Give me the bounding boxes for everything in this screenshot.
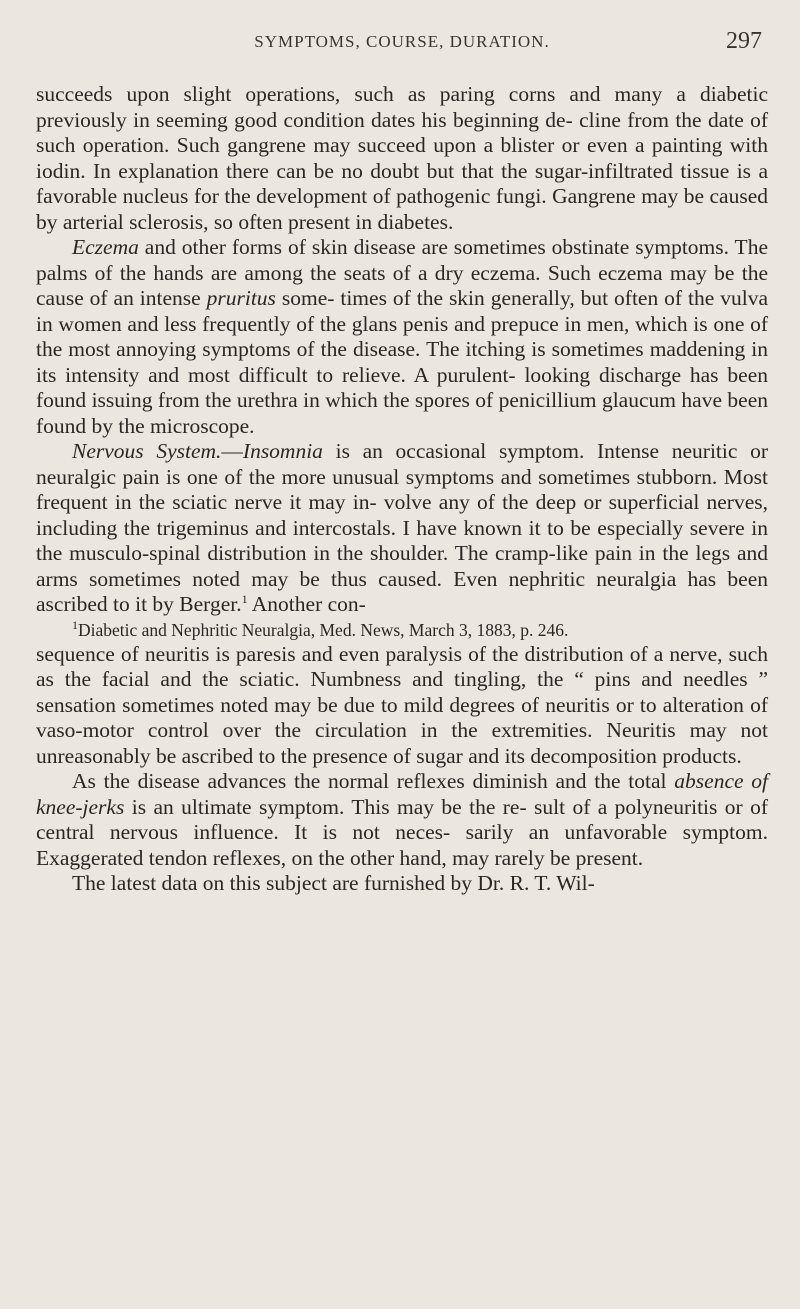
term-pruritus: pruritus bbox=[206, 286, 276, 310]
paragraph-text: Another con- bbox=[247, 592, 366, 616]
paragraph-text: is an ultimate symptom. This may be the re- sult of a polyneuritis or of central nervous influence. It is not neces- sarily an unfavorable symptom. Exaggerated tendon reflexes, on the other hand, may rarely be present. bbox=[36, 794, 768, 870]
running-head bbox=[36, 28, 768, 60]
paragraph-text: The latest data on this subject are furnished by Dr. R. T. Wil- bbox=[72, 871, 595, 895]
paragraph-neuritis-continued bbox=[36, 642, 768, 770]
paragraph-text: is an occasional symptom. Intense neuritic or neuralgic pain is one of the more unusual symptoms and sometimes stubborn. Most frequent in the sciatic nerve it may in- volve any of the deep or superficial nerves, including the trigeminus and intercostals. I have known it to be especially severe in the musculo-spinal distribution in the shoulder. The cramp-like pain in the legs and arms sometimes noted may be thus caused. Even nephritic neuralgia has been ascribed to it by Berger. bbox=[36, 439, 768, 616]
footnote bbox=[36, 618, 768, 642]
paragraph-text: and other forms of skin disease are sometimes obstinate symptoms. The palms of the hands are among the seats of a dry eczema. Such eczema may be the cause of an intense bbox=[36, 235, 768, 310]
term-insomnia: Insomnia bbox=[242, 439, 323, 463]
page-number: 297 bbox=[726, 28, 762, 54]
running-title: SYMPTOMS, COURSE, DURATION. bbox=[254, 32, 550, 51]
paragraph-text: As the disease advances the normal reflexes diminish and the total bbox=[72, 769, 675, 793]
em-dash: — bbox=[221, 439, 243, 463]
section-lead-eczema: Eczema bbox=[72, 235, 139, 259]
footnote-reference: 1 bbox=[241, 591, 248, 606]
paragraph-latest-data bbox=[36, 871, 768, 897]
paragraph-eczema bbox=[36, 235, 768, 439]
paragraph-nervous-system bbox=[36, 439, 768, 618]
section-lead-nervous-system: Nervous System. bbox=[72, 439, 222, 463]
paragraph-text: succeeds upon slight operations, such as paring corns and many a diabetic previously in seeming good condition dates his beginning de- cline from the date of such operation. Such gangrene may succeed upon a blister or even a painting with iodin. In explanation there can be no doubt but that the sugar-infiltrated tissue is a favorable nucleus for the development of pathogenic fungi. Gangrene may be caused by arterial sclerosis, so often present in diabetes. bbox=[36, 82, 768, 234]
body-text bbox=[36, 82, 768, 897]
paragraph-reflexes bbox=[36, 769, 768, 871]
footnote-marker: 1 bbox=[72, 617, 78, 632]
paragraph-text: some- times of the skin generally, but often of the vulva in women and less frequently of the glans penis and prepuce in men, which is one of the most annoying symptoms of the disease. The itching is sometimes maddening in its intensity and most difficult to relieve. A purulent- looking discharge has been found issuing from the urethra in which the spores of penicillium glaucum have been found by the microscope. bbox=[36, 286, 768, 438]
term-absence-of-knee-jerks: absence of knee-jerks bbox=[36, 769, 768, 819]
paragraph-text: sequence of neuritis is paresis and even paralysis of the distribution of a nerve, such as the facial and the sciatic. Numbness and tingling, the “ pins and needles ” sensation sometimes noted may be due to mild degrees of neuritis or to alteration of vaso-motor control over the circulation in the extremities. Neuritis may not unreasonably be ascribed to the presence of sugar and its decomposition products. bbox=[36, 641, 768, 768]
footnote-text: Diabetic and Nephritic Neuralgia, Med. News, March 3, 1883, p. 246. bbox=[78, 619, 569, 640]
paragraph-gangrene bbox=[36, 82, 768, 235]
